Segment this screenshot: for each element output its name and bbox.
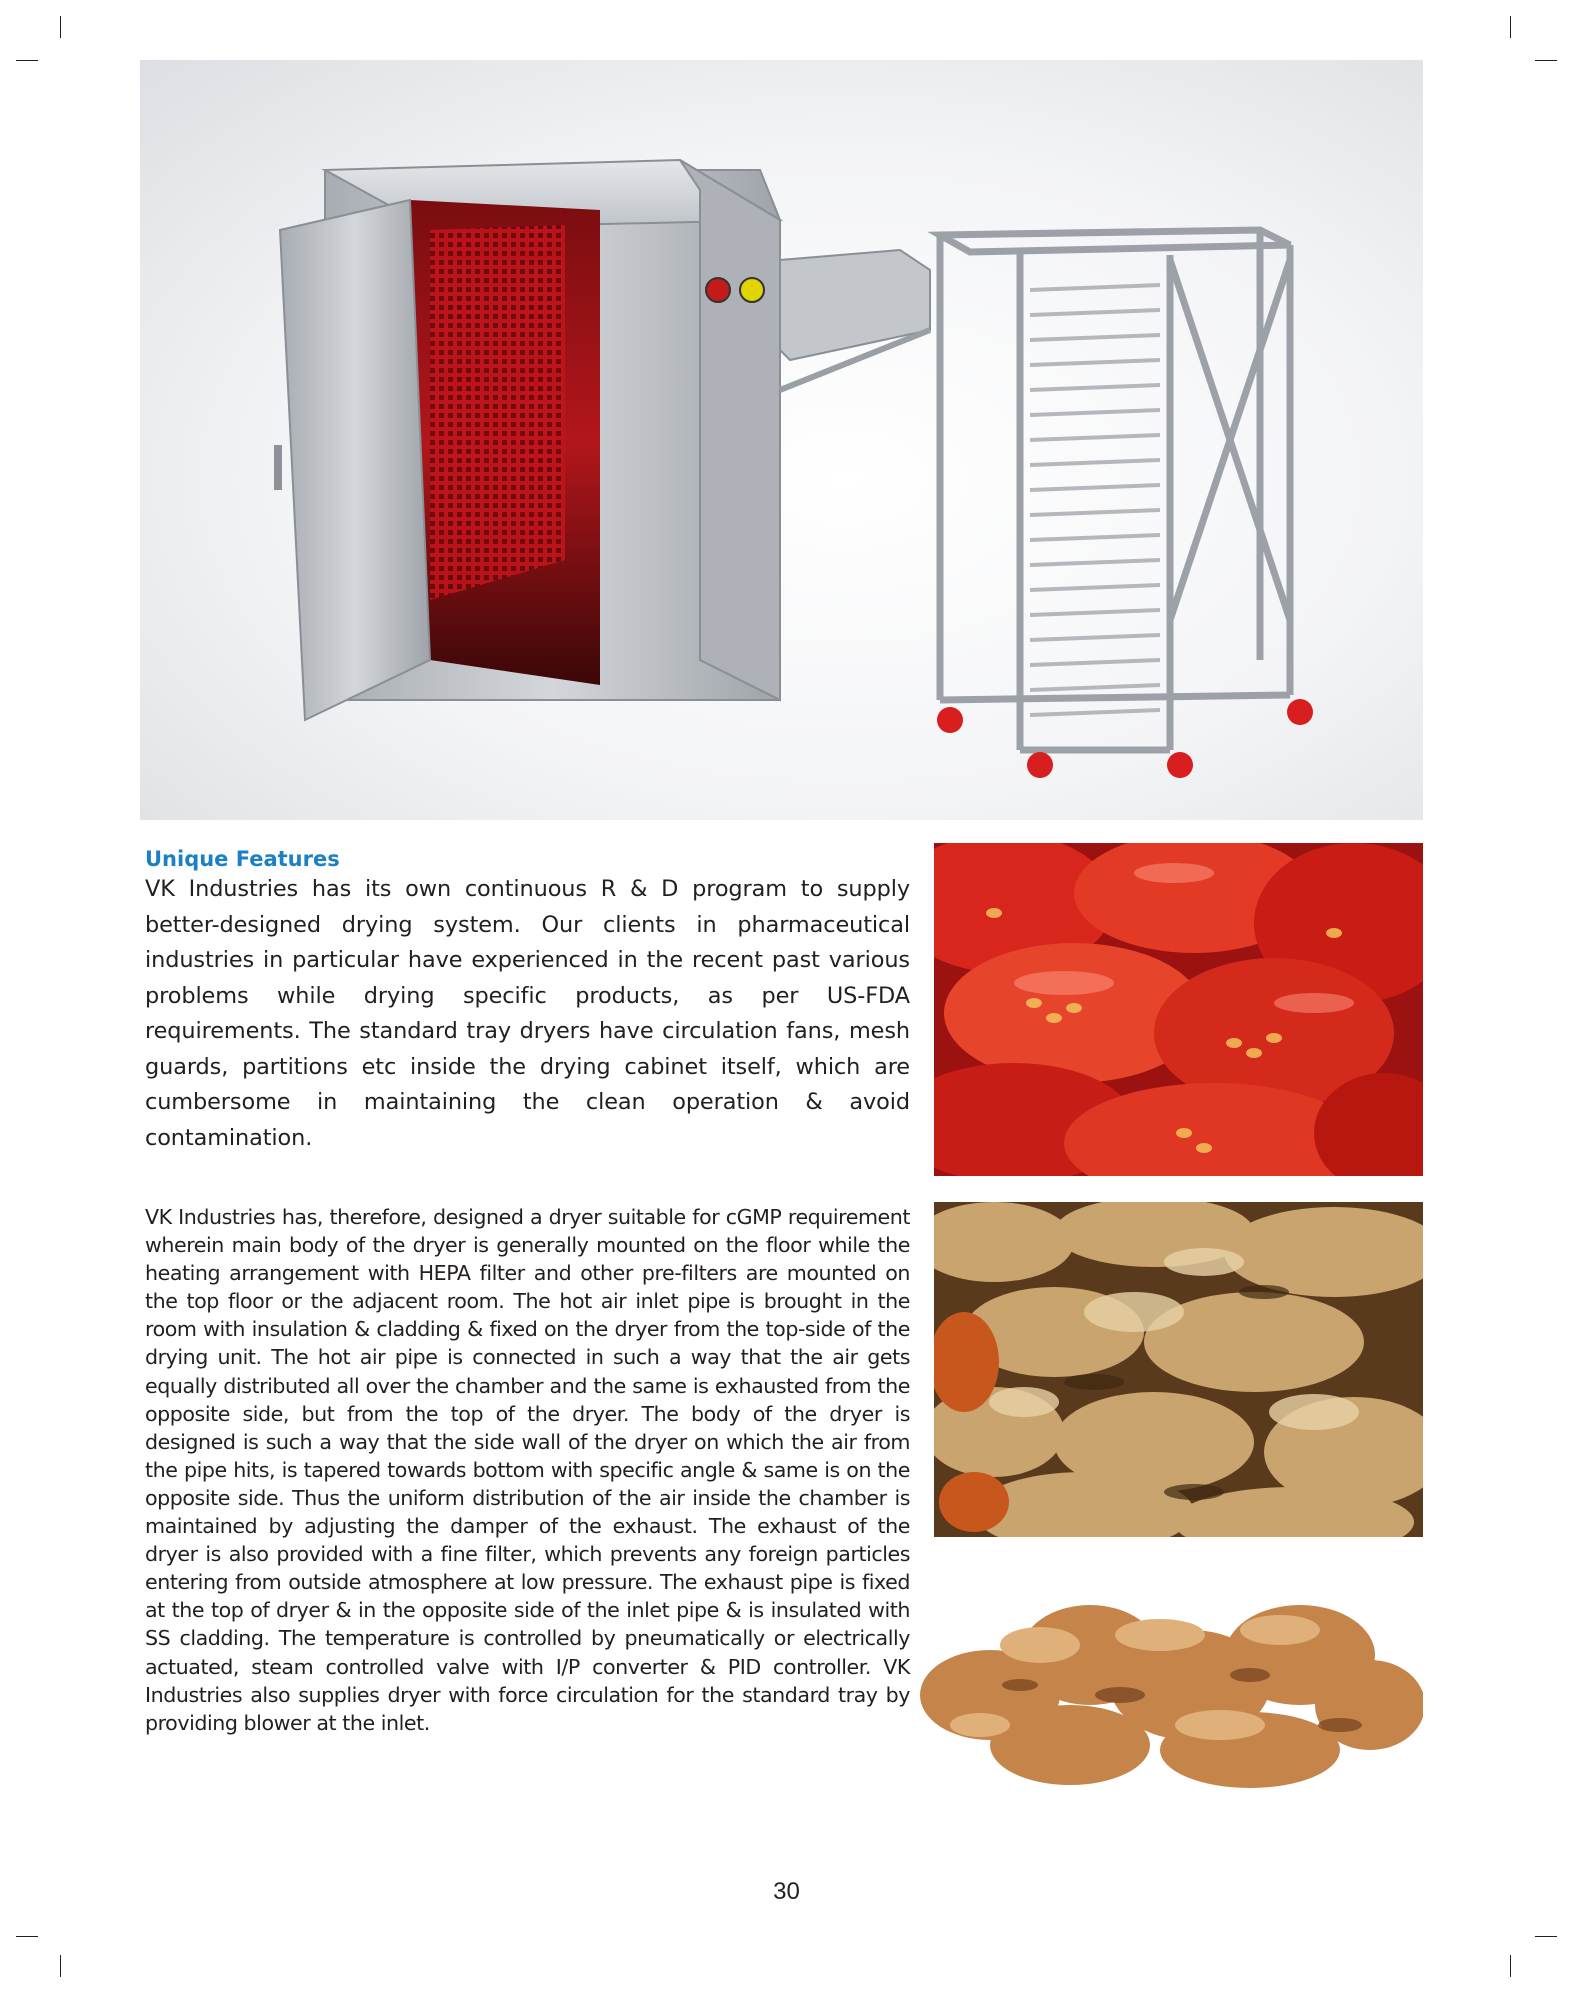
cabinet-door <box>280 200 430 720</box>
dried-mushroom-pile-photo <box>920 1575 1423 1795</box>
crop-mark <box>1535 1936 1557 1937</box>
yellow-indicator-light <box>740 278 764 302</box>
tray-trolley <box>940 230 1290 750</box>
crop-mark <box>60 16 61 38</box>
crop-mark <box>1510 16 1511 38</box>
crop-mark <box>16 60 38 61</box>
exhaust-duct <box>780 250 930 360</box>
crop-mark <box>1510 1955 1511 1977</box>
tray-dryer-image <box>140 60 1423 820</box>
chamber-mesh <box>430 225 565 600</box>
crop-mark <box>60 1955 61 1977</box>
door-handle <box>274 445 282 490</box>
page-number: 30 <box>773 1878 800 1905</box>
features-paragraph-2: VK Industries has, therefore, designed a dryer suitable for cGMP requirement wherein main body of the dryer is generally mounted on the floor while the heating arrangement with HEPA filter and other pre-filters are mounted on the top floor or the adjacent room. The hot air inlet pipe is brought in the room with insulation & cladding & fixed on the dryer from the top-side of the drying unit. The hot air pipe is connected in such a way that the air gets equally distributed all over the chamber and the same is exhausted from the opposite side, but from the top of the dryer. The body of the dryer is designed is such a way that the side wall of the dryer on which the air from the pipe hits, is tapered towards bottom with specific angle & same is on the opposite side. Thus the uniform distribution of the air inside the chamber is maintained by adjusting the damper of the exhaust. The exhaust of the dryer is also provided with a fine filter, which prevents any foreign particles entering from outside atmosphere at low pressure. The exhaust pipe is fixed at the top of dryer & in the opposite side of the inlet pipe & is insulated with SS cladding. The temperature is controlled by pneumatically or electrically actuated, steam controlled valve with I/P converter & PID controller. VK Industries also supplies dryer with force circulation for the standard tray by providing blower at the inlet. <box>145 1205 910 1735</box>
features-paragraph-1: VK Industries has its own continuous R & D program to supply better-designed drying system. Our clients in pharmaceutical industries in particular have experienced in the recent past various problems while drying specific products, as per US-FDA requirements. The standard tray dryers have circulation fans, mesh guards, partitions etc inside the drying cabinet itself, which are cumbersome in maintaining the clean operation & avoid contamination. <box>145 876 910 1151</box>
section-heading: Unique Features <box>145 847 340 871</box>
tray-dryer-illustration <box>140 60 1423 820</box>
crop-mark <box>1535 60 1557 61</box>
red-indicator-light <box>706 278 730 302</box>
dried-mushrooms-photo <box>934 1202 1423 1537</box>
crop-mark <box>16 1936 38 1937</box>
trolley-tray-rails <box>1030 285 1160 715</box>
dried-tomatoes-photo <box>934 843 1423 1176</box>
